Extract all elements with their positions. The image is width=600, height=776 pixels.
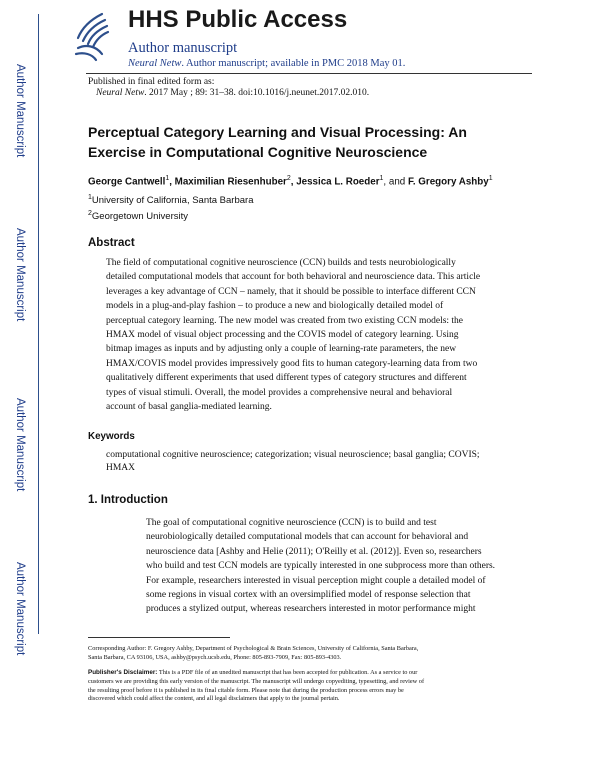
author-manuscript-subtitle: Author manuscript [128,40,238,56]
disclaimer-line: discovered which could affect the content, and all legal disclaimers that apply to the journal pertain. [88,695,340,703]
author-affiliation-mark: 1 [379,175,384,182]
introduction-line: neurobiologically detailed computational models that can account for behavioral and [146,532,469,543]
abstract-line: account of basal ganglia-mediated learning. [106,402,272,413]
side-label-author-manuscript: Author Manuscript [14,228,26,322]
affiliation [88,210,188,222]
disclaimer-line: the resulting proof before it is published in its final citable form. Please note that during the production process errors may be [88,686,404,694]
header-availability-text: . Author manuscript; available in PMC 2018 May 01. [181,58,406,69]
author-name: Jessica L. Roeder [296,176,380,188]
abstract-body [106,256,480,414]
disclaimer-label: Publisher's Disclaimer: [88,669,158,676]
author-affiliation-mark: 1 [165,175,170,182]
affiliation [88,194,253,206]
side-label-author-manuscript: Author Manuscript [14,64,26,158]
side-rule [38,14,39,634]
header-divider [86,73,532,74]
published-as-label: Published in final edited form as: [88,77,215,87]
introduction-line: some regions in visual cortex with an oversimplified model of response selection that [146,590,471,601]
introduction-line: produces a stylized output, whereas researchers interested in motor performance might [146,604,476,615]
citation-journal: Neural Netw [96,88,145,98]
citation-line [96,88,369,98]
keywords-line: HMAX [106,462,136,473]
footnote-divider [88,637,230,638]
keywords-line: computational cognitive neuroscience; categorization; visual neuroscience; basal ganglia; COVIS; [106,450,480,460]
abstract-line: HMAX model of visual object processing and the COVIS model of category learning. Using [106,330,459,341]
abstract-line: perceptual category learning. The new model was created from two existing CCN models: the [106,315,464,326]
author-affiliation-mark: 2 [286,175,291,182]
paper-title: Perceptual Category Learning and Visual Processing: An Exercise in Computational Cognitive Neuroscience [88,124,467,160]
introduction-line: The goal of computational cognitive neuroscience (CCN) is to build and test [146,518,437,528]
header-availability [128,58,405,69]
author-name: F. Gregory Ashby [407,176,489,188]
corresponding-line: Corresponding Author: F. Gregory Ashby, Department of Psychological & Brain Sciences, University of California, Santa Barbara, [88,645,419,652]
corresponding-author-note [88,645,418,663]
publisher-disclaimer [88,669,424,704]
abstract-heading: Abstract [88,237,135,249]
author-name: Maximilian Riesenhuber [174,176,287,188]
disclaimer-line: customers we are providing this early version of the manuscript. The manuscript will undergo copyediting, typesetting, and review of [88,677,425,685]
affiliation-mark: 1 [88,194,92,201]
affiliation-text: Georgetown University [91,211,189,223]
author-separator: , [290,176,297,188]
abstract-line: HMAX/COVIS model provides impressively good fits to human category-learning data from two [106,358,478,369]
citation-details: . 2017 May ; 89: 31–38. doi:10.1016/j.neunet.2017.02.010. [144,88,370,98]
abstract-line: leverages a key advantage of CCN – namely, that it should be possible to interface different CCN [106,286,476,297]
corresponding-line: Santa Barbara, CA 93106, USA, ashby@psych.ucsb.edu, Phone: 805-893-7909, Fax: 805-893-4303. [88,653,342,661]
affiliation-mark: 2 [88,210,92,217]
side-label-author-manuscript: Author Manuscript [14,398,26,492]
abstract-line: models in a plug-and-play fashion – to produce a new and biologically detailed model of [106,301,444,312]
header-journal-name: Neural Netw [128,58,182,69]
disclaimer-line: This is a PDF file of an unedited manuscript that has been accepted for publication. As a service to our [157,669,418,676]
introduction-line: who build and test CCN models are typically interested in one subprocess more than others. [146,561,496,572]
keywords-body [106,449,480,474]
author-list [88,175,493,187]
abstract-line: The field of computational cognitive neuroscience (CCN) builds and tests neurobiologically [106,258,456,268]
abstract-line: bitmap images as inputs and by adjusting only a couple of learning-rate parameters, the new [106,344,457,355]
abstract-line: qualitatively different experiments that used different types of category structures and different [106,373,467,384]
introduction-line: neuroscience data [Ashby and Helie (2011); O'Reilly et al. (2012)]. Even so, researchers [146,546,482,557]
author-name: George Cantwell [88,176,166,188]
author-affiliation-mark: 1 [488,175,493,182]
hhs-public-access-title: HHS Public Access [128,6,348,33]
introduction-body [146,516,495,617]
hhs-eagle-logo-icon [72,10,112,62]
keywords-heading: Keywords [88,431,135,442]
author-separator: , [169,176,175,188]
abstract-line: types of visual stimuli. Overall, the model provides a comprehensive neural and behavioral [106,387,453,398]
author-separator: , and [383,176,408,188]
introduction-line: For example, researchers interested in visual perception might couple a detailed model of [146,575,486,586]
introduction-heading: 1. Introduction [88,494,168,506]
affiliation-text: University of California, Santa Barbara [91,195,254,207]
abstract-line: detailed computational models that account for both behavioral and neuroscience data. This article [106,272,481,283]
side-label-author-manuscript: Author Manuscript [14,562,26,656]
